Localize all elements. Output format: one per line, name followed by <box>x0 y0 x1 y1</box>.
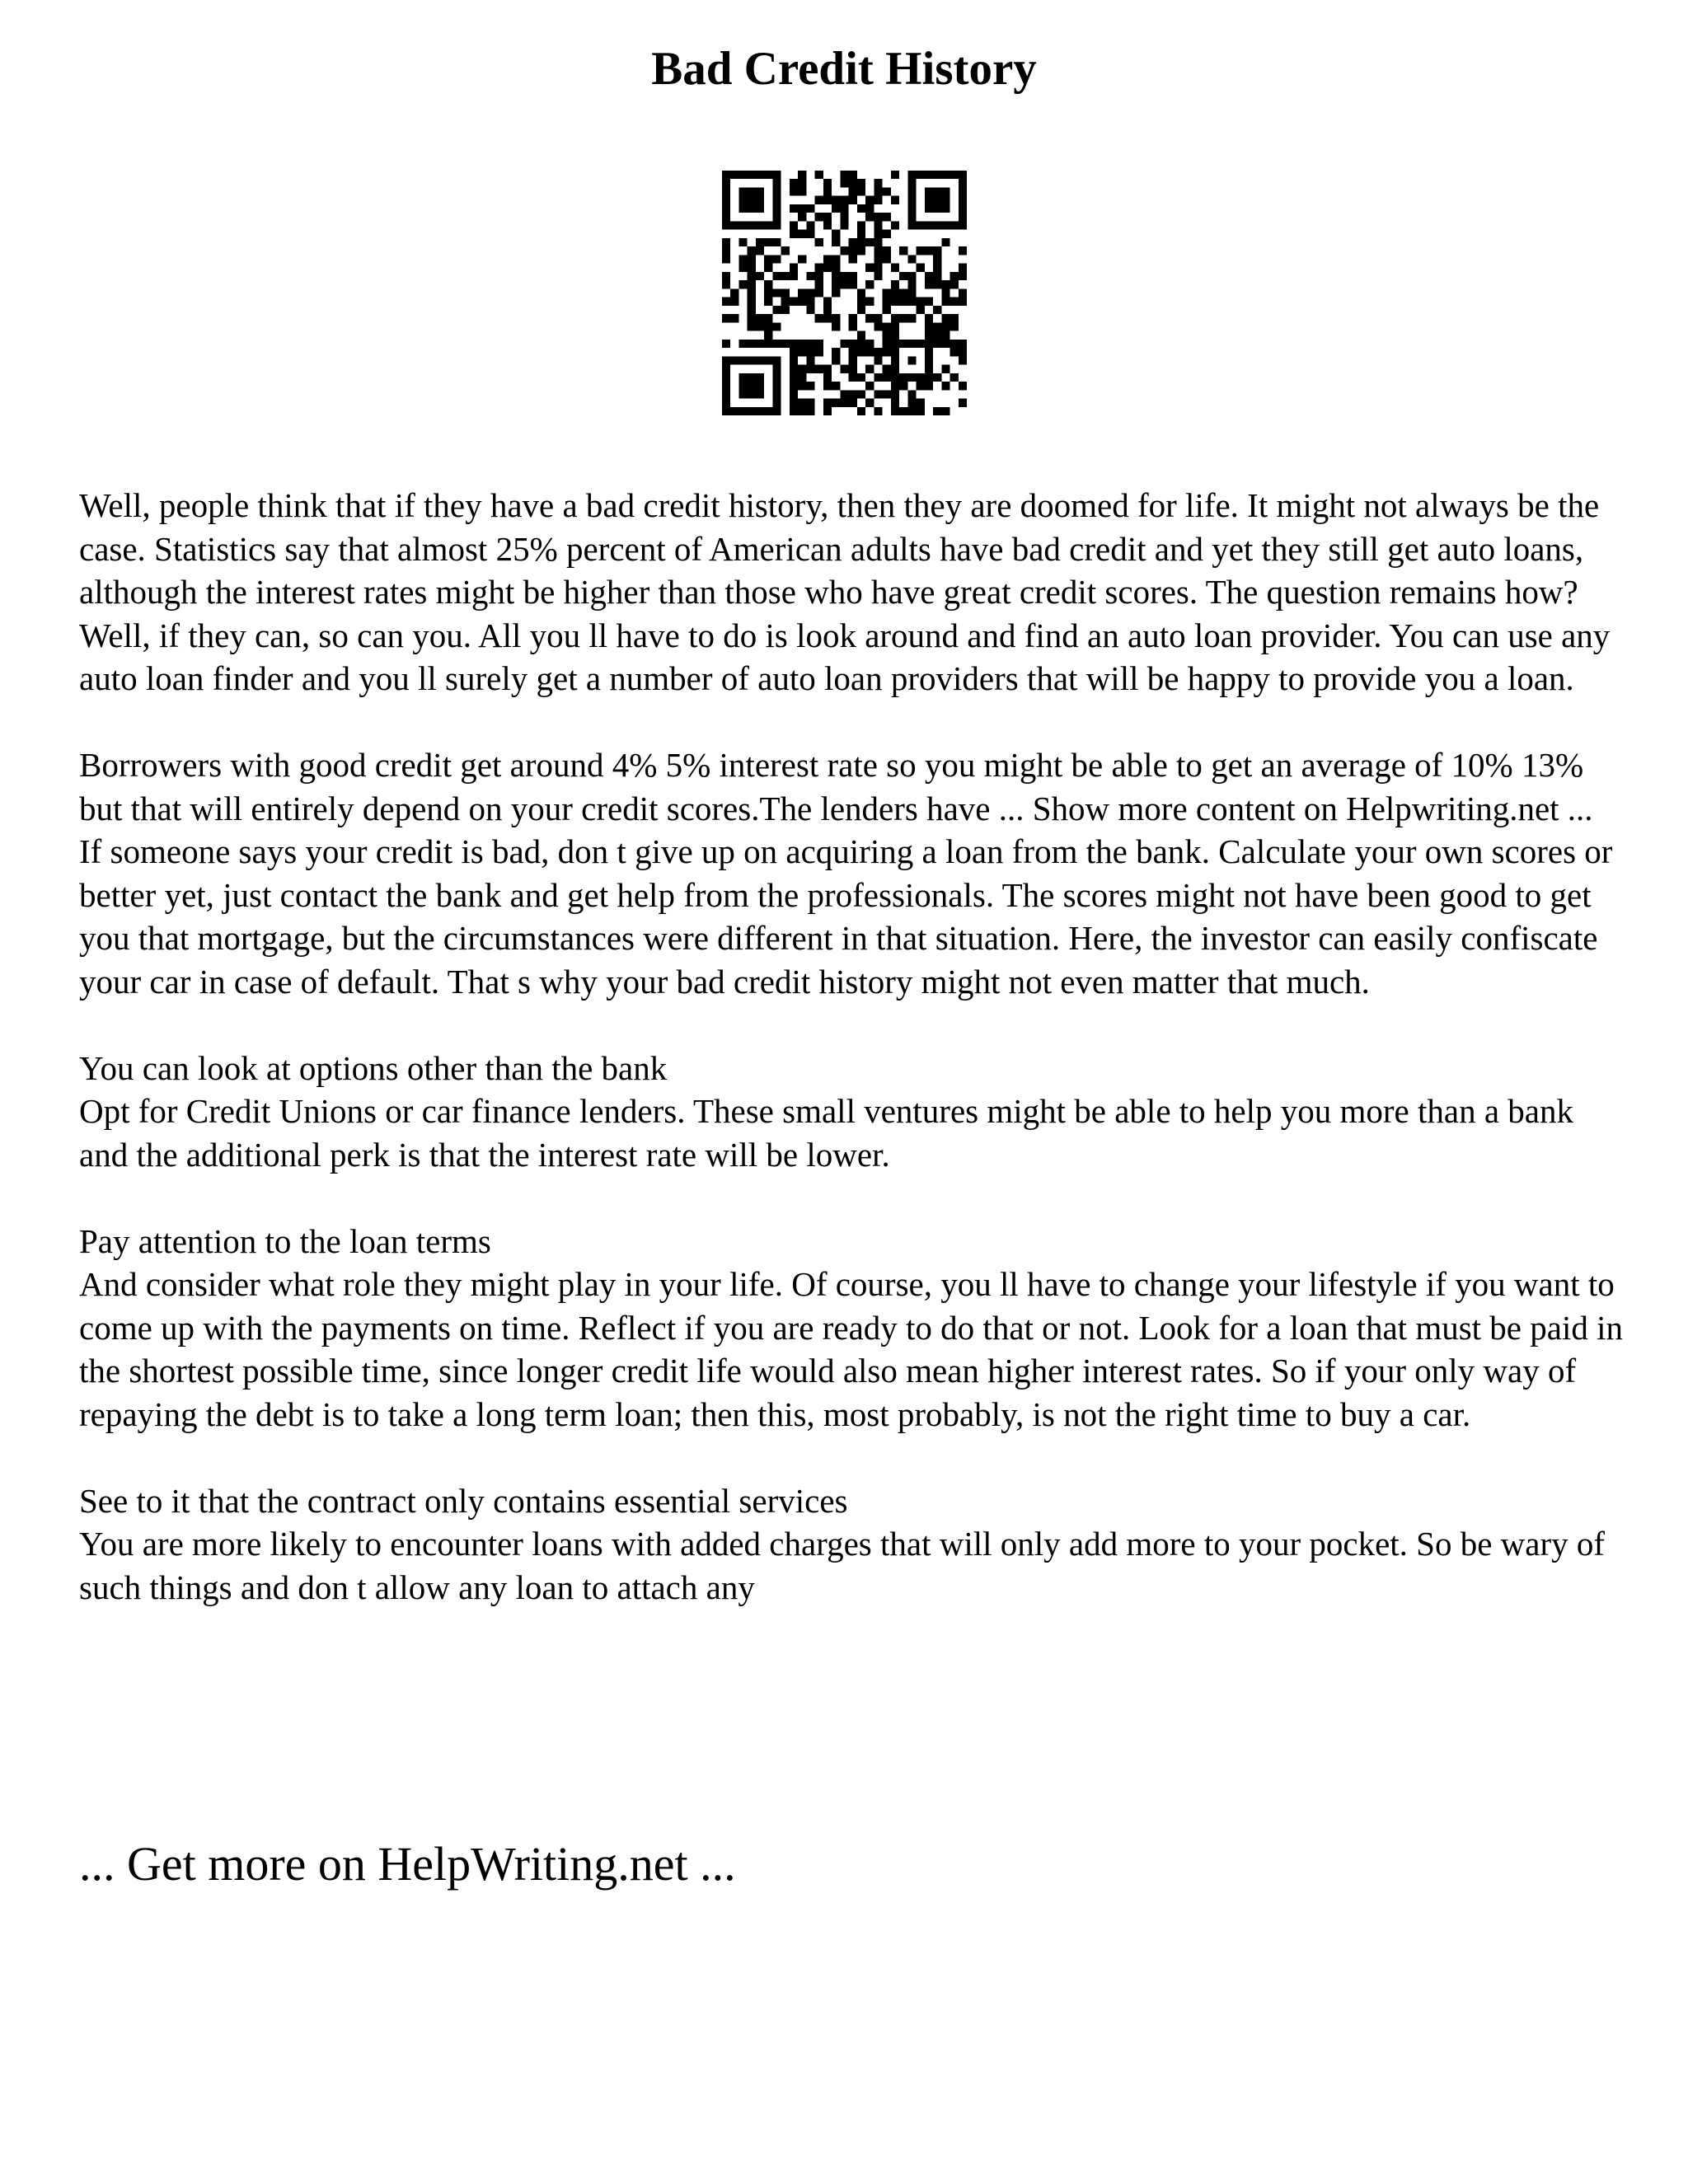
heading-loan-terms: Pay attention to the loan terms <box>79 1221 491 1260</box>
page-title: Bad Credit History <box>651 43 1037 95</box>
paragraph-intro: Well, people think that if they have a bad credit history, then they are doomed for life. It might not always be the case. Statistics say that almost 25% percent of American adults have bad credit and yet they still get auto loans, although the interest rates might be higher than those who have great credit scores. The question remains how? Well, if they can, so can you. All you ll have to do is look around and find an auto loan provider. You can use any auto loan finder and you ll surely get a number of auto loan providers that will be happy to provide you a loan. <box>79 486 1619 697</box>
heading-options: You can look at options other than the bank <box>79 1048 668 1087</box>
paragraph-options: Opt for Credit Unions or car finance lenders. These small ventures might be able to help you more than a bank and the additional perk is that the interest rate will be lower. <box>79 1092 1582 1174</box>
qr-code-icon <box>722 171 967 415</box>
paragraph-interest-rates: Borrowers with good credit get around 4% 5% interest rate so you might be able to get an average of 10% 13% but that will entirely depend on your credit scores.The lenders have ... Show more content on Helpwriting.net ... <box>79 746 1593 827</box>
paragraph-contract: You are more likely to encounter loans with added charges that will only add more to your pocket. So be wary of such things and don t allow any loan to attach any <box>79 1525 1614 1606</box>
get-more-link[interactable]: ... Get more on HelpWriting.net ... <box>79 1837 736 1891</box>
paragraph-loan-terms: And consider what role they might play in your life. Of course, you ll have to change your lifestyle if you want to come up with the payments on time. Reflect if you are ready to do that or not. Look for a loan that must be paid in the shortest possible time, since longer credit life would also mean higher interest rates. So if your only way of repaying the debt is to take a long term loan; then this, most probably, is not the right time to buy a car. <box>79 1265 1632 1433</box>
article-body <box>79 484 1632 1609</box>
paragraph-bad-credit-advice: If someone says your credit is bad, don t give up on acquiring a loan from the bank. Calculate your own scores or better yet, just contact the bank and get help from the professionals. The scores might not have been good to get you that mortgage, but the circumstances were different in that situation. Here, the investor can easily confiscate your car in case of default. That s why your bad credit history might not even matter that much. <box>79 832 1621 1001</box>
heading-contract: See to it that the contract only contains essential services <box>79 1481 848 1520</box>
